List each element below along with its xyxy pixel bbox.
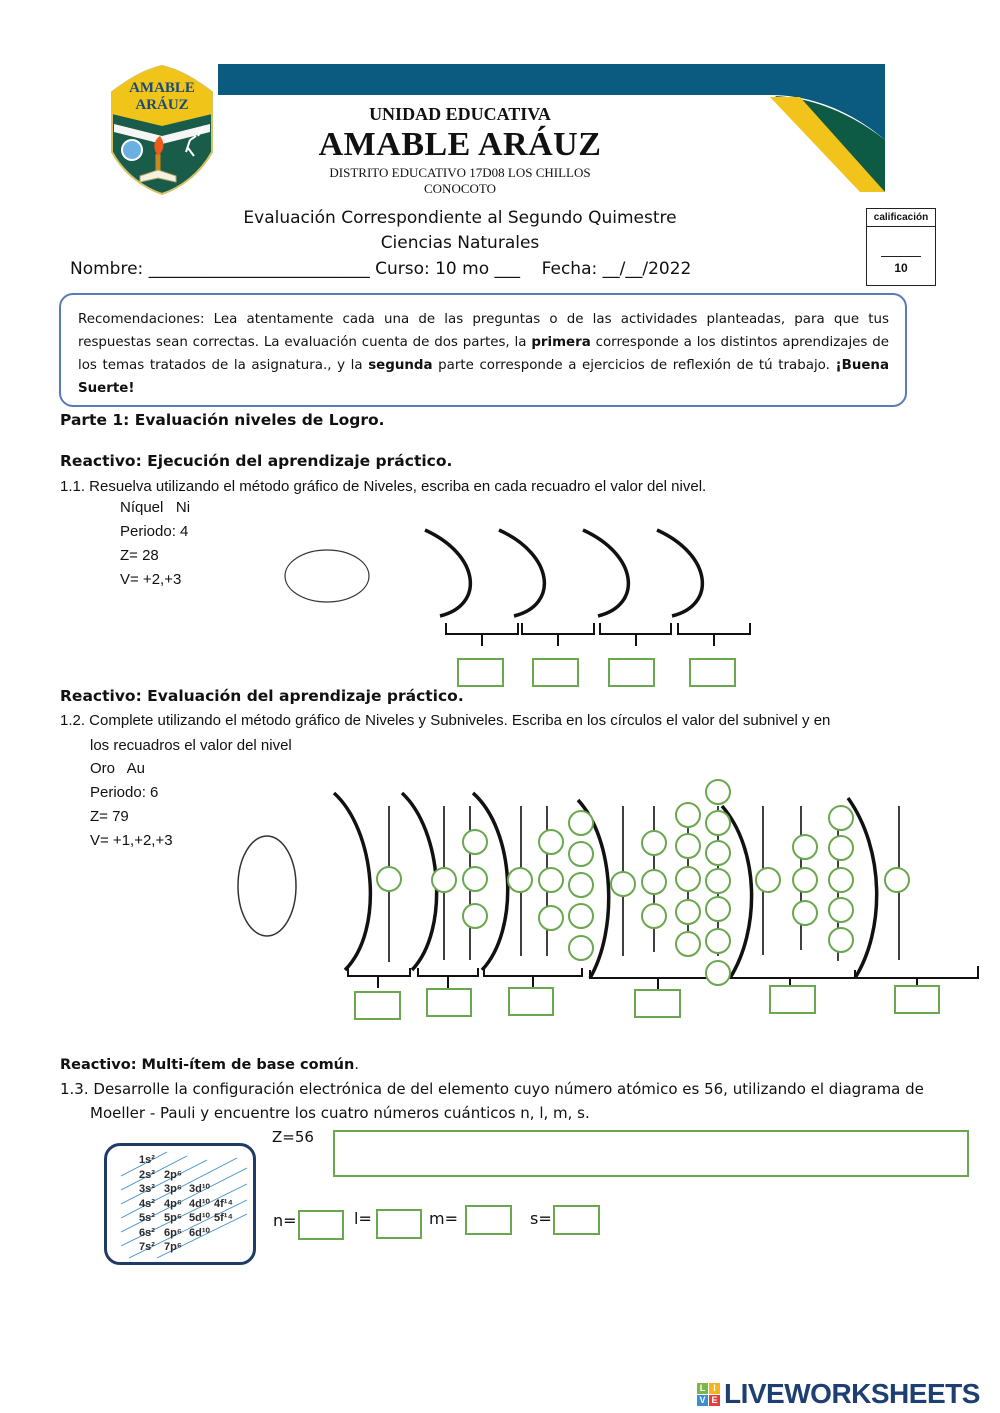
sublevel-input-18[interactable] <box>643 906 665 928</box>
sublevel-input-30[interactable] <box>707 963 729 985</box>
grade-max-value: 10 <box>894 261 908 275</box>
sublevel-circle-40[interactable] <box>884 867 910 893</box>
sublevel-circle-27[interactable] <box>705 868 731 894</box>
sublevel-circle-38[interactable] <box>828 897 854 923</box>
badge-letter: V <box>697 1395 708 1406</box>
svg-text:ARÁUZ: ARÁUZ <box>135 97 189 113</box>
n-input[interactable] <box>300 1212 342 1238</box>
sublevel-input-31[interactable] <box>757 870 779 892</box>
sublevel-input-17[interactable] <box>643 872 665 894</box>
sublevel-input-33[interactable] <box>794 870 816 892</box>
n-label: n= <box>273 1211 297 1230</box>
orbital-label: 3d¹⁰ <box>189 1183 210 1195</box>
badge-letter: L <box>697 1383 708 1394</box>
sublevel-input-2[interactable] <box>433 870 455 892</box>
sublevel-circle-16[interactable] <box>641 830 667 856</box>
sublevel-circle-25[interactable] <box>705 810 731 836</box>
sublevel-circle-33[interactable] <box>792 867 818 893</box>
q2-level-box-4[interactable] <box>634 989 681 1018</box>
orbital-label: 3s² <box>139 1183 155 1195</box>
sublevel-circle-36[interactable] <box>828 835 854 861</box>
liveworksheets-logo[interactable] <box>697 1378 980 1410</box>
q1-element-name: Níquel Ni <box>120 499 191 516</box>
badge-letter: E <box>709 1395 720 1406</box>
m-label: m= <box>429 1209 458 1228</box>
name-label: Nombre: <box>70 259 144 279</box>
sublevel-circle-26[interactable] <box>705 840 731 866</box>
q3-reactivo-label: Reactivo: Multi-ítem de base común <box>60 1057 355 1073</box>
svg-text:AMABLE: AMABLE <box>129 80 195 96</box>
sublevel-input-34[interactable] <box>794 903 816 925</box>
sublevel-input-12[interactable] <box>570 875 592 897</box>
sublevel-circle-14[interactable] <box>568 935 594 961</box>
q2-level-box-1[interactable] <box>354 991 401 1020</box>
sublevel-input-28[interactable] <box>707 899 729 921</box>
moeller-row <box>139 1153 239 1168</box>
rec-bold-segunda: segunda <box>368 358 433 373</box>
config-input-box[interactable] <box>333 1130 969 1177</box>
sublevel-circle-4[interactable] <box>462 866 488 892</box>
sublevel-circle-18[interactable] <box>641 903 667 929</box>
q1-reactivo: Reactivo: Ejecución del aprendizaje práctico. <box>60 452 453 470</box>
sublevel-input-25[interactable] <box>707 813 729 835</box>
moeller-row <box>139 1168 239 1183</box>
sublevel-input-35[interactable] <box>830 808 852 830</box>
orbital-label: 4d¹⁰ <box>189 1197 210 1210</box>
sublevel-circle-39[interactable] <box>828 927 854 953</box>
q2-element-valence: V= +1,+2,+3 <box>90 832 173 849</box>
q2-prompt-line2: los recuadros el valor del nivel <box>90 737 292 754</box>
date-label: Fecha: <box>541 259 598 279</box>
q2-level-input-4[interactable] <box>636 991 679 1016</box>
sublevel-input-38[interactable] <box>830 900 852 922</box>
orbital-label: 6d¹⁰ <box>189 1226 210 1239</box>
rec-text-1: Recomendaciones: Lea atentamente cada una de las preguntas o de las actividades planteadas, para que tus respuestas sean correctas. La evaluación cuenta de dos partes, la <box>78 312 889 350</box>
part1-title: Parte 1: Evaluación niveles de Logro. <box>60 411 385 429</box>
s-input[interactable] <box>555 1207 598 1233</box>
sublevel-circle-30[interactable] <box>705 960 731 986</box>
sublevel-circle-6[interactable] <box>507 867 533 893</box>
sublevel-circle-28[interactable] <box>705 896 731 922</box>
sublevel-input-10[interactable] <box>570 813 592 835</box>
course-field[interactable]: ___ <box>494 259 521 279</box>
sublevel-circle-24[interactable] <box>705 779 731 805</box>
sublevel-input-9[interactable] <box>540 908 562 930</box>
sublevel-circle-29[interactable] <box>705 928 731 954</box>
sublevel-input-5[interactable] <box>464 906 486 928</box>
sublevel-circle-34[interactable] <box>792 900 818 926</box>
m-input[interactable] <box>467 1207 510 1233</box>
sublevel-circle-2[interactable] <box>431 867 457 893</box>
school-city: CONOCOTO <box>424 181 496 196</box>
orbital-label: 5p⁶ <box>164 1212 182 1224</box>
l-input-box[interactable] <box>376 1209 422 1239</box>
sublevel-circle-35[interactable] <box>828 805 854 831</box>
q1-element-valence: V= +2,+3 <box>120 571 182 588</box>
orbital-label: 6p⁶ <box>164 1226 182 1239</box>
orbital-label: 2p⁶ <box>164 1168 182 1181</box>
config-input[interactable] <box>335 1132 975 1175</box>
orbital-label: 7s² <box>139 1241 155 1253</box>
orbital-label: 3p⁶ <box>164 1183 182 1195</box>
q2-prompt-line1: 1.2. Complete utilizando el método gráfico de Niveles y Subniveles. Escriba en los círculos el valor del subnivel y en <box>60 712 831 729</box>
orbital-label: 5s² <box>139 1212 155 1224</box>
sublevel-circle-8[interactable] <box>538 867 564 893</box>
name-field[interactable]: __________________________ <box>148 259 370 279</box>
sublevel-input-15[interactable] <box>612 874 634 896</box>
rec-good-luck: ¡Buena Suerte! <box>78 358 889 396</box>
moeller-row <box>139 1182 239 1197</box>
orbital-label: 7p⁶ <box>164 1241 182 1253</box>
orbital-label: 5d¹⁰ <box>189 1212 210 1224</box>
sublevel-input-1[interactable] <box>378 869 400 891</box>
sublevel-circle-21[interactable] <box>675 866 701 892</box>
liveworksheets-brand: LIVEWORKSHEETS <box>724 1378 980 1409</box>
moeller-row <box>139 1211 239 1226</box>
sublevel-circle-9[interactable] <box>538 905 564 931</box>
sublevel-input-6[interactable] <box>509 870 531 892</box>
sublevel-circle-23[interactable] <box>675 931 701 957</box>
q3-reactivo-tail: . <box>354 1057 359 1073</box>
rec-bold-primera: primera <box>531 335 591 350</box>
course-label: Curso: 10 mo <box>375 259 490 279</box>
moeller-row <box>139 1226 239 1241</box>
school-name: AMABLE ARÁUZ <box>318 126 602 163</box>
q2-element-z: Z= 79 <box>90 808 129 825</box>
z56-label: Z=56 <box>272 1128 314 1146</box>
q1-element-period: Periodo: 4 <box>120 523 189 540</box>
q2-level-input-6[interactable] <box>896 987 938 1012</box>
sublevel-input-20[interactable] <box>677 836 699 858</box>
sublevel-circle-1[interactable] <box>376 866 402 892</box>
sublevel-circle-37[interactable] <box>828 867 854 893</box>
q2-element-period: Periodo: 6 <box>90 784 159 801</box>
live-badge-icon <box>697 1383 720 1406</box>
s-input-box[interactable] <box>553 1205 600 1235</box>
q3-prompt-line2: Moeller - Pauli y encuentre los cuatro números cuánticos n, l, m, s. <box>90 1104 590 1122</box>
sublevel-circle-3[interactable] <box>462 829 488 855</box>
sublevel-circle-5[interactable] <box>462 903 488 929</box>
moeller-row <box>139 1240 239 1255</box>
q2-level-box-2[interactable] <box>426 988 472 1017</box>
exam-title: Evaluación Correspondiente al Segundo Quimestre <box>243 208 677 228</box>
l-input[interactable] <box>378 1211 420 1237</box>
sublevel-input-37[interactable] <box>830 870 852 892</box>
sublevel-input-11[interactable] <box>570 844 592 866</box>
sublevel-input-13[interactable] <box>570 906 592 928</box>
level-braces <box>348 966 978 990</box>
orbital-label: 4p⁶ <box>164 1197 182 1210</box>
q2-level-input-1[interactable] <box>356 993 399 1018</box>
q3-prompt-line1: 1.3. Desarrolle la configuración electrónica de del elemento cuyo número atómico es 56, utilizando el diagrama de <box>60 1080 924 1098</box>
sublevel-input-36[interactable] <box>830 838 852 860</box>
sublevel-input-16[interactable] <box>643 833 665 855</box>
rec-text-2: corresponde a los distintos aprendizajes de los temas tratados de la asignatura., y la <box>78 335 889 373</box>
exam-subject: Ciencias Naturales <box>380 233 540 253</box>
badge-letter: I <box>709 1383 720 1394</box>
rec-text-3: parte corresponde a ejercicios de reflexión de tú trabajo. <box>432 358 836 373</box>
sublevel-input-19[interactable] <box>677 805 699 827</box>
s-label: s= <box>530 1209 552 1228</box>
sublevel-circle-11[interactable] <box>568 841 594 867</box>
sublevel-circle-19[interactable] <box>675 802 701 828</box>
q2-element-name: Oro Au <box>90 760 146 777</box>
moeller-diagram <box>104 1143 256 1265</box>
q2-level-box-6[interactable] <box>894 985 940 1014</box>
sublevel-input-40[interactable] <box>886 870 908 892</box>
sublevel-input-7[interactable] <box>540 832 562 854</box>
sublevel-circle-10[interactable] <box>568 810 594 836</box>
orbital-label: 4f¹⁴ <box>214 1197 233 1210</box>
moeller-rows <box>139 1153 239 1255</box>
q2-level-input-5[interactable] <box>771 987 814 1012</box>
q2-level-box-3[interactable] <box>508 987 554 1016</box>
q2-level-input-3[interactable] <box>510 989 552 1014</box>
sublevel-input-8[interactable] <box>540 870 562 892</box>
q3-reactivo <box>60 1057 359 1073</box>
orbital-label: 6s² <box>139 1226 155 1239</box>
sublevel-input-3[interactable] <box>464 832 486 854</box>
sublevel-circle-7[interactable] <box>538 829 564 855</box>
sublevel-circle-15[interactable] <box>610 871 636 897</box>
sublevel-circle-12[interactable] <box>568 872 594 898</box>
orbital-label: 5f¹⁴ <box>214 1212 233 1224</box>
l-label: l= <box>354 1209 372 1228</box>
nucleus-ellipse <box>238 836 296 936</box>
q2-level-box-5[interactable] <box>769 985 816 1014</box>
q2-level-input-2[interactable] <box>428 990 470 1015</box>
sublevel-input-14[interactable] <box>570 938 592 960</box>
orbital-label: 4s² <box>139 1197 155 1210</box>
sublevel-circle-20[interactable] <box>675 833 701 859</box>
sublevel-input-4[interactable] <box>464 869 486 891</box>
sublevel-input-26[interactable] <box>707 843 729 865</box>
sublevel-input-24[interactable] <box>707 782 729 804</box>
sublevel-circle-31[interactable] <box>755 867 781 893</box>
moeller-row <box>139 1197 239 1212</box>
sublevel-input-29[interactable] <box>707 931 729 953</box>
sublevel-circle-32[interactable] <box>792 834 818 860</box>
q1-element-z: Z= 28 <box>120 547 159 564</box>
school-district: DISTRITO EDUCATIVO 17D08 LOS CHILLOS <box>329 165 591 180</box>
n-input-box[interactable] <box>298 1210 344 1240</box>
sublevel-input-21[interactable] <box>677 869 699 891</box>
sublevel-input-22[interactable] <box>677 902 699 924</box>
grade-header: calificación <box>867 209 935 227</box>
sublevel-input-27[interactable] <box>707 871 729 893</box>
sublevel-circle-17[interactable] <box>641 869 667 895</box>
school-type: UNIDAD EDUCATIVA <box>369 104 551 124</box>
sublevel-input-32[interactable] <box>794 837 816 859</box>
sublevel-input-23[interactable] <box>677 934 699 956</box>
orbital-label: 2s² <box>139 1168 155 1181</box>
q1-prompt: 1.1. Resuelva utilizando el método gráfico de Niveles, escriba en cada recuadro el valor del nivel. <box>60 478 707 495</box>
date-field[interactable]: __/__/2022 <box>602 259 692 279</box>
sublevel-input-39[interactable] <box>830 930 852 952</box>
q2-reactivo: Reactivo: Evaluación del aprendizaje práctico. <box>60 687 464 705</box>
sublevel-circle-13[interactable] <box>568 903 594 929</box>
m-input-box[interactable] <box>465 1205 512 1235</box>
sublevel-circle-22[interactable] <box>675 899 701 925</box>
orbital-label: 1s² <box>139 1154 155 1166</box>
